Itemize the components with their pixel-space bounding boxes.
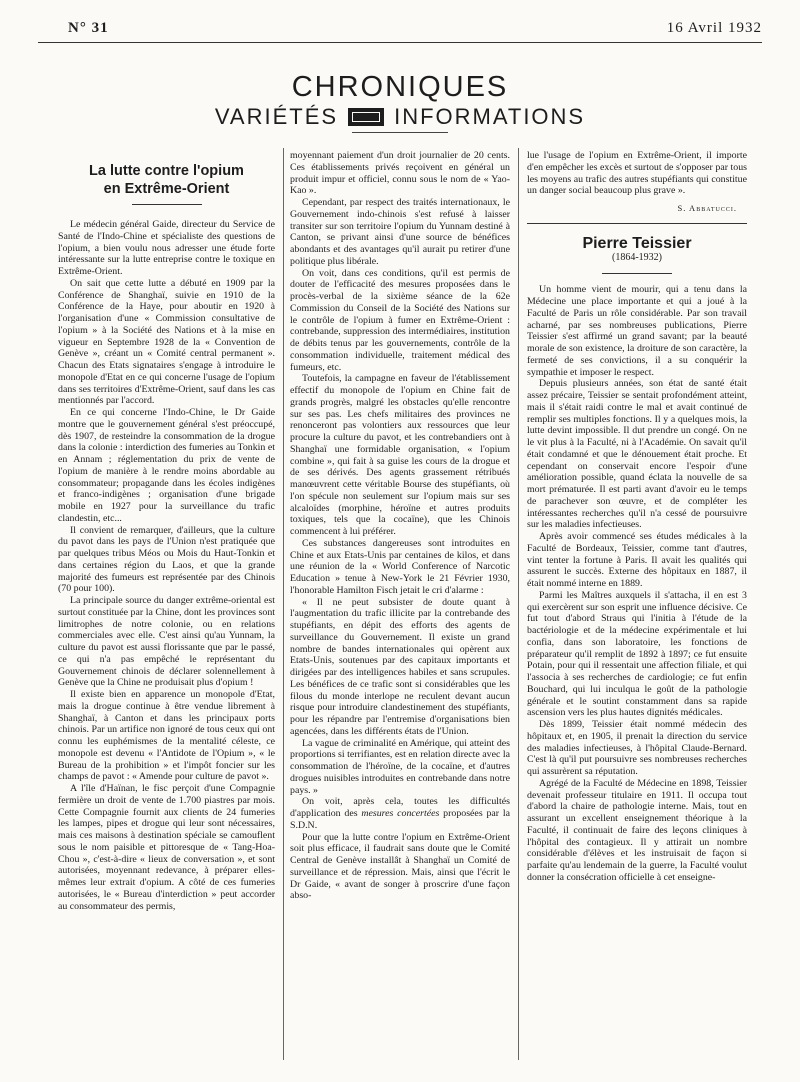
- masthead-left: VARIÉTÉS: [214, 104, 339, 129]
- issue-date: 16 Avril 1932: [666, 20, 762, 36]
- paragraph: Dès 1899, Teissier était nommé médecin des hôpitaux et, en 1905, il prenait la direction du service des maladies infectieuses, à l'hôpital Claude-Bernard. C'est là qu'il put poursuivre ses nombreuses recherches qui assurèrent sa réputation.: [527, 719, 747, 777]
- masthead-emblem-icon: [348, 108, 384, 126]
- paragraph: La principale source du danger extrême-oriental est surtout constituée par la Chine, dont les provinces sont limitrophes de notre colonie, ou en relations commerciales avec elle. C'est ainsi qu'au Yunnam, la culture du pavot est aussi florissante que par le passé, ce qui n'a pas empêché le représentant du Gouvernement chinois de déclarer solennellement à Genève que la Chine ne produisait plus d'opium !: [58, 595, 275, 689]
- column-divider: [518, 148, 519, 1060]
- paragraph: On voit, après cela, toutes les difficultés d'application des mesures concertées proposées par la S.D.N.: [290, 796, 510, 831]
- paragraph: Un homme vient de mourir, qui a tenu dans la Médecine une place importante et qui a joué à la Faculté de Paris un rôle considérable. Par son travail acharné, par ses nombreuses publications, Pierre Teissier s'est affirmé un grand savant; par la beauté morale de son existence, la droiture de son caractère, la fermeté de ses convictions, il a su conquérir la sympathie et imposer le respect.: [527, 284, 747, 378]
- masthead-rule: [352, 132, 448, 133]
- title-rule: [602, 273, 672, 274]
- paragraph: Après avoir commencé ses études médicales à la Faculté de Bordeaux, Teissier, comme tant d'autres, vint tenter la fortune à Paris. Il avait les qualités qui assurent le succès. Externe des hôpitaux en 1887, il était nommé interne en 1889.: [527, 531, 747, 589]
- paragraph: moyennant paiement d'un droit journalier de 20 cents. Ces établissements privés reçoivent en général un produit impur et officiel, connu sous le nom de « Yao-Kao ».: [290, 150, 510, 197]
- paragraph: Depuis plusieurs années, son état de santé était assez précaire, Teissier se sentait profondément atteint, mais il s'était raidi contre le mal et avait continué de remplir ses multiples fonctions. Il y a quelques mois, la lutte devint impossible. Il dut prendre un congé. On ne le vit plus à la Faculté, ni à l'Académie. On savait qu'il était condamné et que le dénouement était proche. Et cependant on conservait encore l'espoir d'une amélioration possible, quand éclata la nouvelle de sa mort prématurée. Il est parti avant d'avoir eu le temps de parachever son œuvre, et de compléter les intéressantes recherches qu'il n'a cessé de poursuivre sur les maladies infectieuses.: [527, 378, 747, 531]
- masthead: [0, 72, 800, 130]
- paragraph: Le médecin général Gaide, directeur du Service de Santé de l'Indo-Chine et spécialiste des questions de l'opium, a bien voulu nous adresser une étude forte intéressante sur la lutte entreprise contre le toxique en Extrême-Orient.: [58, 219, 275, 277]
- paragraph: Il convient de remarquer, d'ailleurs, que la culture du pavot dans les pays de l'Union n'est pratiquée que par quelques tribus Méos ou Mois du Haut-Tonkin et dans certaines région du Laos, et que la grande majorité des fumeurs est représentée par des Chinois (70 pour 100).: [58, 524, 275, 595]
- article-separator: [527, 223, 747, 224]
- quote-paragraph: La vague de criminalité en Amérique, qui atteint des proportions si terrifiantes, est en relation directe avec la consommation de l'héroïne, de la cocaïne, et d'autres drogues nuisibles introduites en contrebande dans notre pays. »: [290, 737, 510, 796]
- paragraph: Toutefois, la campagne en faveur de l'établissement effectif du monopole de l'opium en Chine fait de grands progrès, malgré les obstacles qu'elle rencontre sur ses pas. Les chefs militaires des provinces ne renonceront pas volontiers aux ressources que leur procure la culture du pavot, et les contrebandiers ont à Shanghaï une formidable organisation, « l'opium combine », qui fait à sa guise les cours de la drogue et de ses dérivés. Des agents grassement rétribués manœuvrent cette véritable Bourse des stupéfiants, où l'on spécule non seulement sur l'opium mais sur ses alcaloïdes (morphine, héroïne et autres produits toxiques, tels que la cocaïne), que les Chinois commencent à lui préférer.: [290, 373, 510, 537]
- paragraph: On voit, dans ces conditions, qu'il est permis de douter de l'efficacité des mesures proposées dans le procès-verbal de la sixième séance de la 62e Commission du Conseil de la Société des Nations sur le contrôle de l'opium à fumer en Extrême-Orient : contrebande, suppression des intermédiaires, institution de débits tenus par les gouvernements, contrôle de la consommation individuelle, traitement médical des fumeurs, etc.: [290, 267, 510, 373]
- signature: S. Abbatucci.: [677, 203, 737, 213]
- article-dates: (1864-1932): [612, 251, 662, 263]
- column-3: [527, 150, 747, 1060]
- masthead-title: CHRONIQUES: [291, 71, 509, 103]
- masthead-subtitle: [0, 104, 800, 130]
- paragraph: A l'île d'Haïnan, le fisc perçoit d'une Compagnie fermière un droit de vente de 1.700 piastres par mois. Cette Compagnie fournit aux clients de 24 fumeries les lampes, pipes et drogue qui leur sont nécessaires, mais ces maisons à destination spéciale se camouflent sous le nom paisible et pittoresque de « Tang-Hoa-Chou », c'est-à-dire « lieux de conversation », et sont autorisées, moyennant redevance, à préparer elles-mêmes leur extrait d'opium. A côté de ces fumeries autorisées, le « Bureau d'interdiction » peut accorder au consommateur des permis,: [58, 783, 275, 912]
- header-rule: [38, 42, 762, 43]
- paragraph: On sait que cette lutte a débuté en 1909 par la Conférence de Shanghaï, suivie en 1910 de la Conférence de la Haye, pour aboutir en 1920 à l'organisation d'une « Commission consultative de l'opium » à la Société des Nations et à la mise en vigueur en Septembre 1928 de la « Convention de Genève », créant un « Comité central permanent ». Chacun des Etats signataires s'engage à introduire le monopole d'Etat en ce qui concerne l'usage de l'opium dans ses territoires d'Extrême-Orient, sauf dans les cas mentionnés par l'accord.: [58, 277, 275, 407]
- paragraph: Cependant, par respect des traités internationaux, le Gouvernement indo-chinois s'est refusé à laisser transiter sur son territoire l'opium du Yunnam destiné à Canton, se privant ainsi d'une source de bénéfices abondants et des avantages qu'il aurait pu retirer d'une politique plus libérale.: [290, 197, 510, 267]
- paragraph: Parmi les Maîtres auxquels il s'attacha, il en est 3 qui exercèrent sur son esprit une influence décisive. Ce fut tout d'abord Straus qui l'initia à l'étude de la bactériologie et de la médecine expérimentale et lui confia, dans son laboratoire, les fonctions de préparateur qu'il remplit de 1892 à 1897; ce fut ensuite Potain, pour qui il ressentait une affection filiale, et qui l'associa à ses recherches de cardiologie; ce fut enfin Bouchard, qui lui inculqua le goût de la pathologie générale et le soutint constamment dans sa rapide ascension vers les plus hautes dignités médicales.: [527, 589, 747, 719]
- article-title: Pierre Teissier: [582, 234, 692, 252]
- paragraph: lue l'usage de l'opium en Extrême-Orient, il importe d'en empêcher les excès et surtout de s'opposer par tous les moyens au trafic des autres stupéfiants qui constitue un danger social beaucoup plus grave ».: [527, 150, 747, 197]
- issue-number: N° 31: [68, 20, 109, 36]
- title-rule: [132, 204, 202, 205]
- article-title: La lutte contre l'opium en Extrême-Orient: [89, 163, 244, 197]
- column-1: [58, 148, 275, 1058]
- column-divider: [283, 148, 284, 1060]
- paragraph: Pour que la lutte contre l'opium en Extrême-Orient soit plus efficace, il faudrait sans doute que le Comité Central de Genève installât à Shanghaï un Comité de surveillance et de répression. Mais, ainsi que l'écrit le Dr Gaide, « avant de songer à proscrire d'une façon abso-: [290, 831, 510, 902]
- paragraph: En ce qui concerne l'Indo-Chine, le Dr Gaide montre que le gouvernement général s'est préoccupé, dès 1907, de resteindre la consommation de la drogue dans la colonie : interdiction des fumeries au Tonkin et en Annam ; réglementation du prix de vente de l'opium de manière à le rendre moins abordable au consommateur; propagande dans les écoles indigènes et franco-indigènes ; organisation d'une brigade mobile en 1927 pour la surveillance du trafic clandestin, etc...: [58, 407, 275, 524]
- paragraph: Il existe bien en apparence un monopole d'Etat, mais la drogue continue à être vendue librement à Shanghaï, à Canton et dans les principaux ports chinois. Par un artifice non ignoré de tous ceux qui ont connu les euphémismes de la mentalité céleste, ce monopole est devenu « l'Antidote de l'Opium », « le Bureau de la prohibition » et l'impôt foncier sur les champs de pavot : « Amende pour culture de pavot ».: [58, 689, 275, 783]
- paragraph: Agrégé de la Faculté de Médecine en 1898, Teissier devenait professeur titulaire en 1911. Il occupa tout d'abord la chaire de pathologie interne. Mais, tout en assurant un excellent enseignement théorique à la Faculté, il continuait de faire des leçons cliniques à l'hôpital des contagieux. Il y attirait un nombre considérable d'élèves et les instruisait de façon si parfaite qu'au lendemain de la guerre, la Faculté voulut donner la consécration officielle à cet enseigne-: [527, 777, 747, 883]
- column-2: [290, 150, 510, 1062]
- page-header: [38, 20, 762, 40]
- paragraph: Ces substances dangereuses sont introduites en Chine et aux Etats-Unis par centaines de kilos, et dans une réunion de la « World Conference of Narcotic Education » tenue à New-York le 21 Février 1930, l'honorable Hamilton Fisch jetait le cri d'alarme :: [290, 537, 510, 596]
- quote-paragraph: « Il ne peut subsister de doute quant à l'augmentation du trafic illicite par la contrebande des stupéfiants, en dépit des efforts des agents de surveillance du Gouvernement. Il existe un grand nombre de bandes internationales qui opèrent aux Etats-Unis, soutenues par des capitaux importants et dirigées par des intelligences habiles et sans scrupules. Les bénéfices de ce trafic sont si considérables que les filous du monde interlope ne reculent devant aucun risque pour introduire clandestinement des stupéfiants, pour les répandre par l'entremise d'organisations bien agencées, dans les différents états de l'Union.: [290, 596, 510, 737]
- masthead-right: INFORMATIONS: [394, 104, 586, 129]
